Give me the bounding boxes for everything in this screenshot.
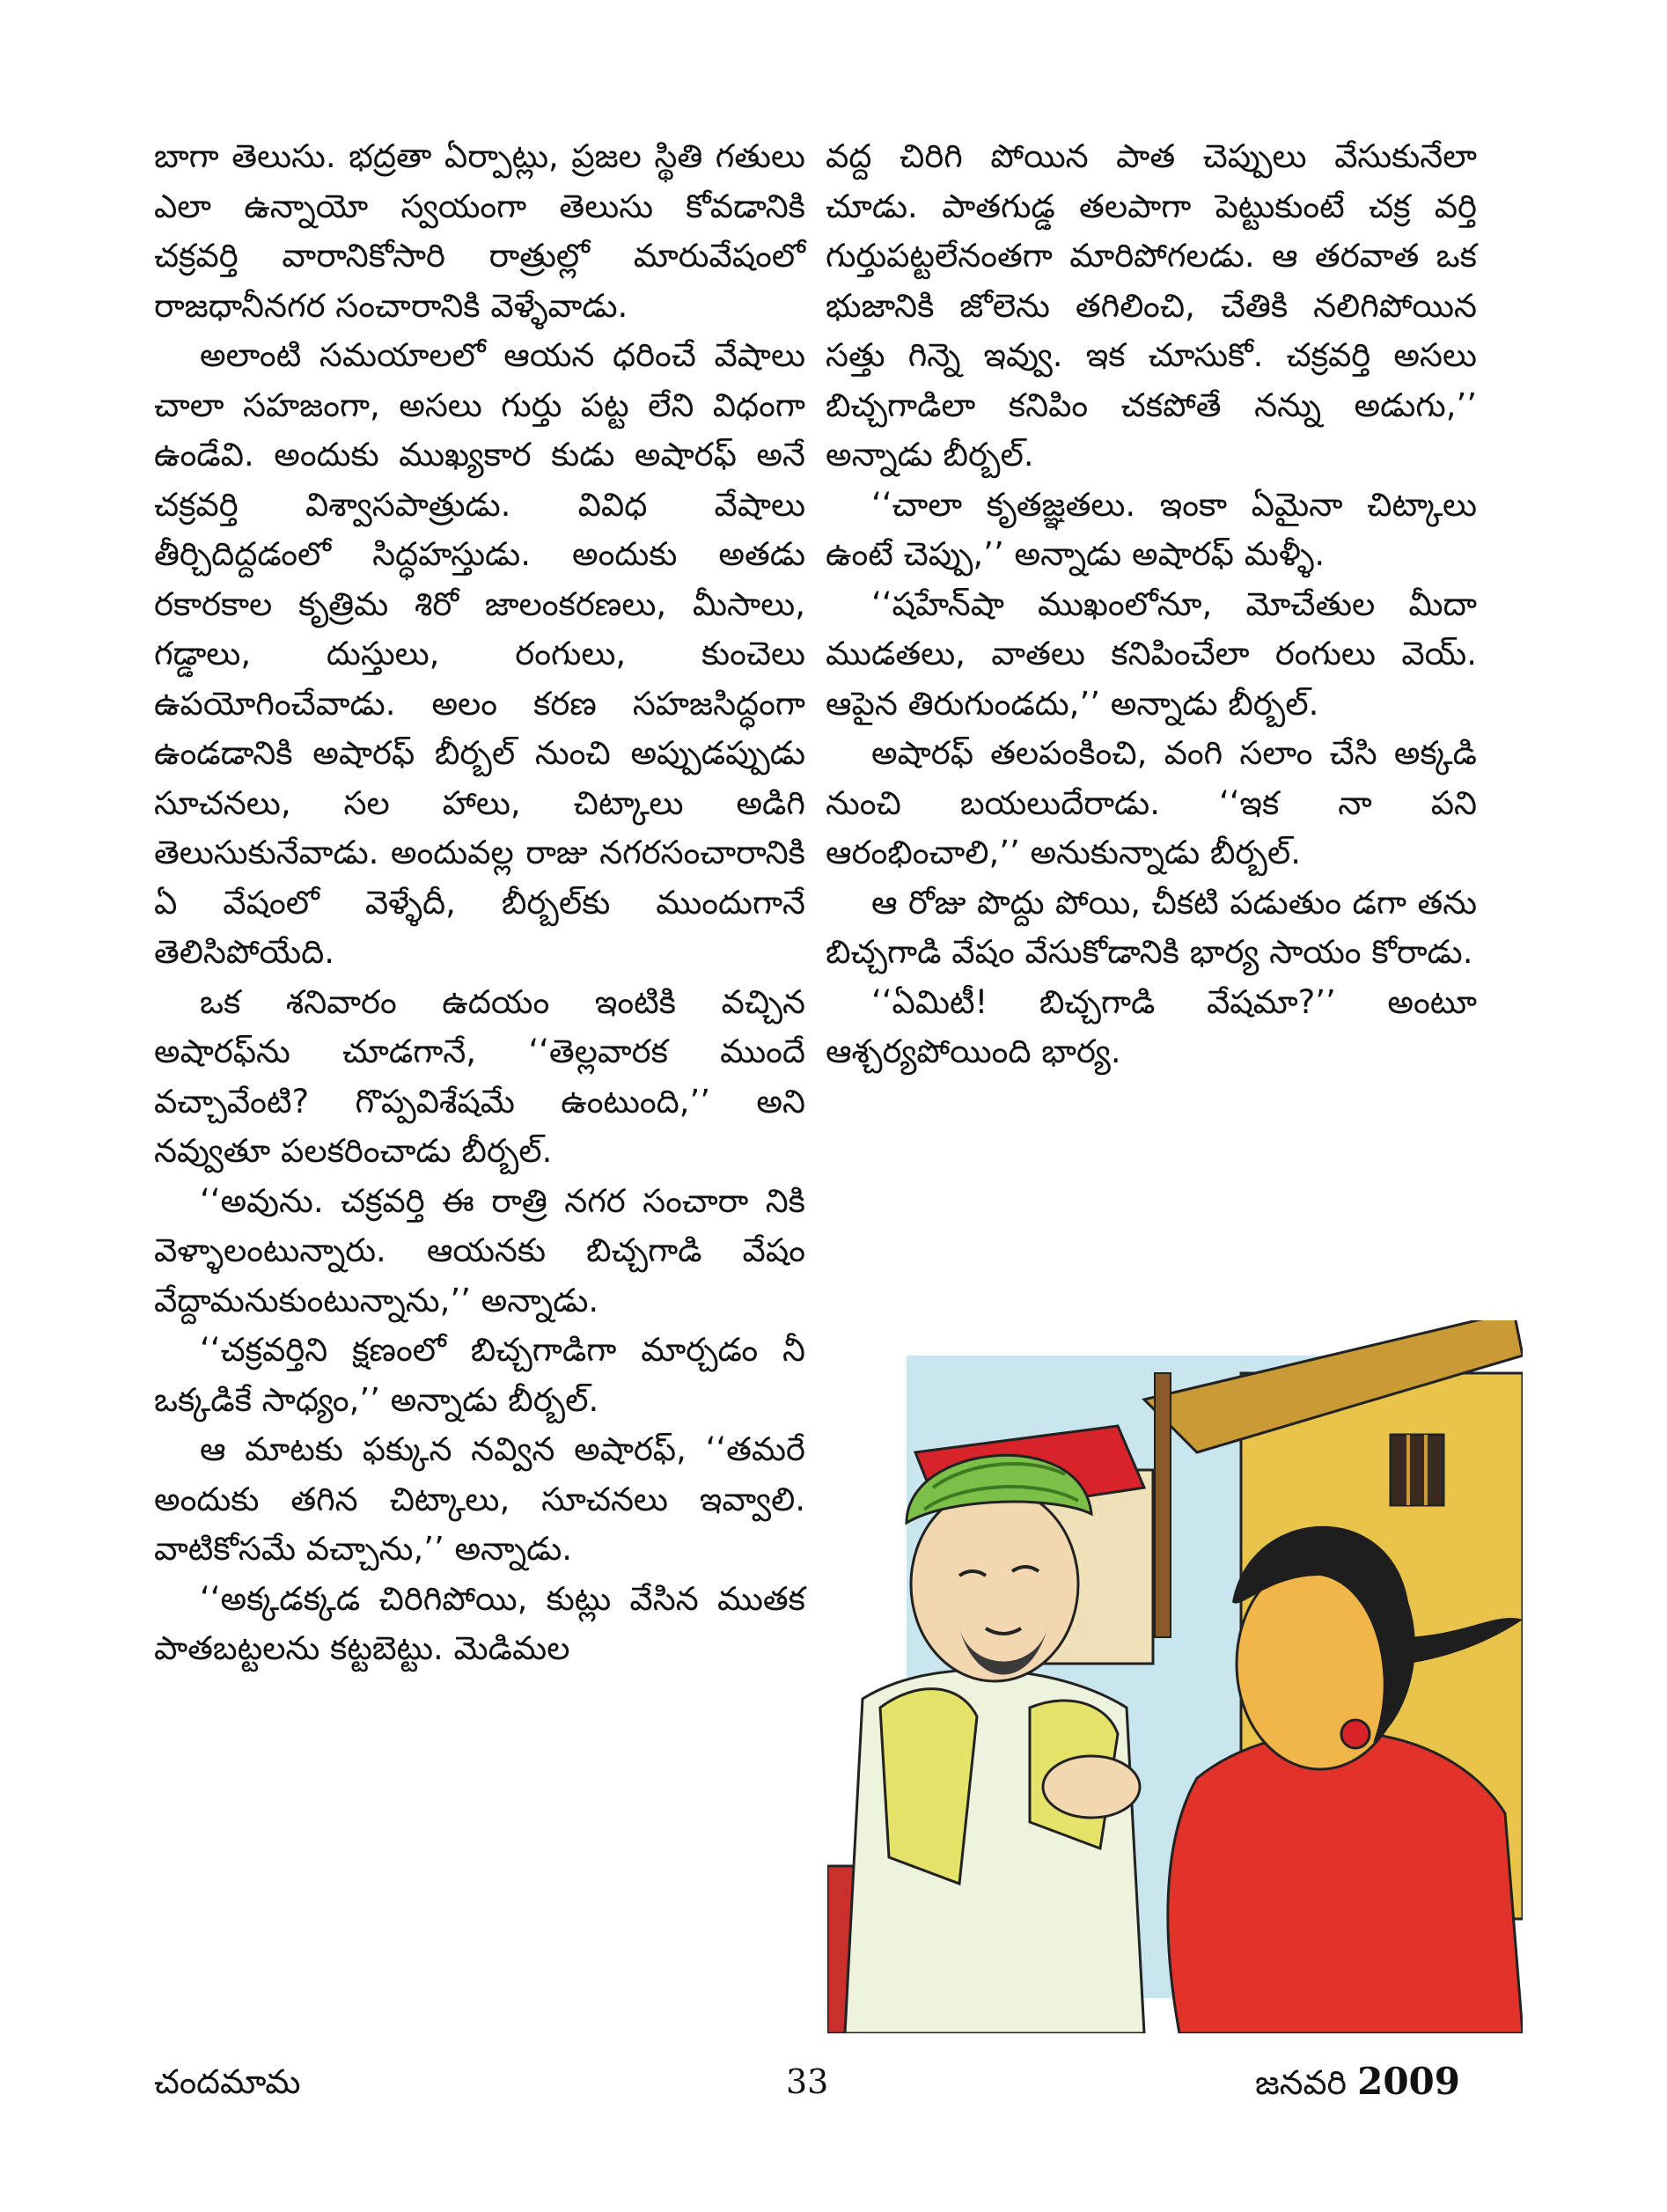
left-text-column [154, 132, 805, 1674]
paragraph: ‘‘చాలా కృతజ్ఞతలు. ఇంకా ఏమైనా చిట్కాలు ఉంటే చెప్పు,’’ అన్నాడు అషారఫ్ మళ్ళీ. [826, 485, 1477, 573]
issue-date [1255, 2055, 1460, 2109]
right-text-column [826, 132, 1477, 1077]
paragraph: బాగా తెలుసు. భద్రతా ఏర్పాట్లు, ప్రజల స్థితి గతులు ఎలా ఉన్నాయో స్వయంగా తెలుసు కోవడానికి చక్రవర్తి వారానికోసారి రాత్రుల్లో మారువేషంలో రాజధానీనగర సంచారానికి వెళ్ళేవాడు. [154, 137, 805, 325]
man-face [911, 1488, 1078, 1681]
woman-earring [1341, 1720, 1370, 1748]
issue-year: 2009 [1357, 2060, 1460, 2103]
paragraph: ‘‘షహేన్‌షా ముఖంలోనూ, మోచేతుల మీదా ముడతలు, వాతలు కనిపించేలా రంగులు వెయ్. ఆపైన తిరుగుండదు,’’ అన్నాడు బీర్బల్. [826, 584, 1477, 723]
paragraph: వద్ద చిరిగి పోయిన పాత చెప్పులు వేసుకునేలా చూడు. పాతగుడ్డ తలపాగా పెట్టుకుంటే చక్ర వర్తి గుర్తుపట్టలేనంతగా మారిపోగలడు. ఆ తరవాత ఒక భుజానికి జోలెను తగిలించి, చేతికి నలిగిపోయిన సత్తు గిన్నె ఇవ్వు. ఇక చూసుకో. చక్రవర్తి అసలు బిచ్చగాడిలా కనిపిం చకపోతే నన్ను అడుగు,’’ అన్నాడు బీర్బల్. [826, 137, 1477, 474]
magazine-name: చందమామ [154, 2062, 301, 2101]
page-number: 33 [786, 2062, 829, 2101]
issue-month: జనవరి [1254, 2063, 1347, 2102]
window [1391, 1435, 1443, 1505]
paragraph: ఒక శనివారం ఉదయం ఇంటికి వచ్చిన అషారఫ్‌ను చూడగానే, ‘‘తెల్లవారక ముందే వచ్చావేంటి? గొప్పవిశేషమే ఉంటుంది,’’ అని నవ్వుతూ పలకరించాడు బీర్బల్. [154, 982, 805, 1170]
paragraph: అలాంటి సమయాలలో ఆయన ధరించే వేషాలు చాలా సహజంగా, అసలు గుర్తు పట్ట లేని విధంగా ఉండేవి. అందుకు ముఖ్యకార కుడు అషారఫ్ అనే చక్రవర్తి విశ్వాసపాత్రుడు. వివిధ వేషాలు తీర్చిదిద్దడంలో సిద్ధహస్తుడు. అందుకు అతడు రకారకాల కృత్రిమ శిరో జాలంకరణలు, మీసాలు, గడ్డాలు, దుస్తులు, రంగులు, కుంచెలు ఉపయోగించేవాడు. అలం కరణ సహజసిద్ధంగా ఉండడానికి అషారఫ్ బీర్బల్ నుంచి అప్పుడప్పుడు సూచనలు, సల హాలు, చిట్కాలు అడిగి తెలుసుకునేవాడు. అందువల్ల రాజు నగరసంచారానికి ఏ వేషంలో వెళ్ళేదీ, బీర్బల్‌కు ముందుగానే తెలిసిపోయేది. [154, 336, 805, 971]
wooden-pole [1155, 1373, 1171, 1637]
paragraph: ‘‘అవును. చక్రవర్తి ఈ రాత్రి నగర సంచారా నికి వెళ్ళాలంటున్నారు. ఆయనకు బిచ్చగాడి వేషం వేద్దామనుకుంటున్నాను,’’ అన్నాడు. [154, 1181, 805, 1319]
paragraph: ‘‘చక్రవర్తిని క్షణంలో బిచ్చగాడిగా మార్చడం నీ ఒక్కడికే సాధ్యం,’’ అన్నాడు బీర్బల్. [154, 1331, 805, 1419]
woman-sari [1168, 1732, 1523, 2033]
story-illustration [827, 1320, 1523, 2033]
man-vest [880, 1689, 977, 1884]
paragraph: ఆ రోజు పొద్దు పోయి, చీకటి పడుతుం డగా తను బిచ్చగాడి వేషం వేసుకోడానికి భార్య సాయం కోరాడు. [826, 883, 1477, 971]
paragraph: ‘‘ఏమిటీ! బిచ్చగాడి వేషమా?’’ అంటూ ఆశ్చర్యపోయింది భార్య. [826, 982, 1477, 1070]
paragraph: ఆ మాటకు ఫక్కున నవ్విన అషారఫ్, ‘‘తమరే అందుకు తగిన చిట్కాలు, సూచనలు ఇవ్వాలి. వాటికోసమే వచ్చాను,’’ అన్నాడు. [154, 1430, 805, 1568]
paragraph: ‘‘అక్కడక్కడ చిరిగిపోయి, కుట్లు వేసిన ముతక పాతబట్టలను కట్టబెట్టు. మెడిమల [154, 1579, 805, 1667]
page-footer [0, 2055, 1667, 2126]
man-hand [1043, 1756, 1140, 1818]
paragraph: అషారఫ్ తలపంకించి, వంగి సలాం చేసి అక్కడి నుంచి బయలుదేరాడు. ‘‘ఇక నా పని ఆరంభించాలి,’’ అనుకున్నాడు బీర్బల్. [826, 734, 1477, 871]
